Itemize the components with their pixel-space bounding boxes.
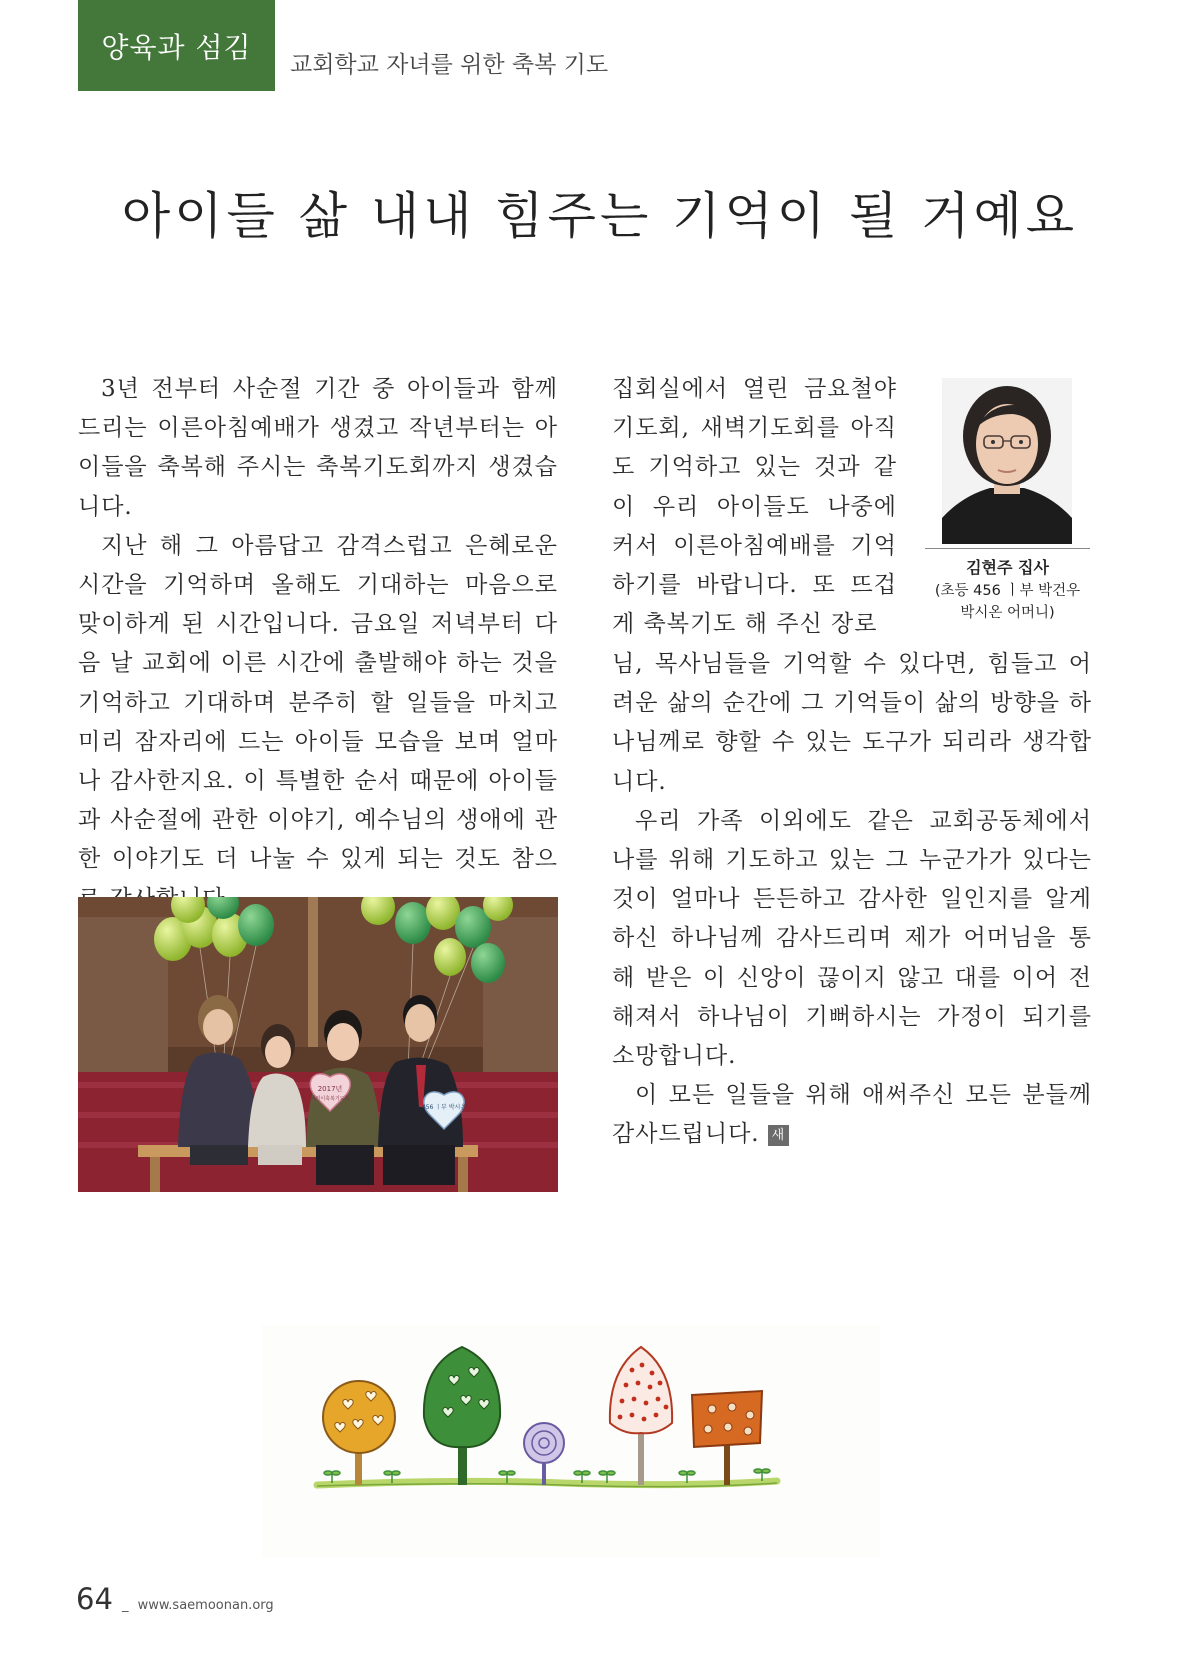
illustration-image bbox=[262, 1325, 880, 1557]
right-text-column-wide bbox=[612, 645, 1092, 1155]
left-text-column bbox=[78, 370, 558, 958]
page-footer bbox=[76, 1582, 274, 1616]
footer-separator: _ bbox=[122, 1598, 129, 1613]
article-headline: 아이들 삶 내내 힘주는 기억이 될 거예요 bbox=[121, 187, 1079, 245]
paragraph: 집회실에서 열린 금요철야 기도회, 새벽기도회를 아직도 기억하고 있는 것과 같이 우리 아이들도 나중에 커서 이른아침예배를 기억하기를 바랍니다. 또 뜨겁게 축복기도 해 주신 장로 bbox=[612, 376, 897, 638]
author-role: (초등 456 ㅣ부 박건우 bbox=[934, 583, 1081, 599]
right-text-column-narrow bbox=[612, 370, 897, 644]
tree-illustration bbox=[262, 1325, 880, 1557]
profile-divider bbox=[925, 548, 1090, 549]
family-photo bbox=[78, 897, 558, 1192]
photo-sign-text: 456 ㅣ부 박시온 bbox=[421, 1104, 467, 1111]
photo-sign-text: 어린이축복기도회 bbox=[310, 1096, 350, 1102]
end-mark-icon: 새 bbox=[768, 1125, 789, 1146]
paragraph: 님, 목사님들을 기억할 수 있다면, 힘들고 어려운 삶의 순간에 그 기억들이 삶의 방향을 하나님께로 향할 수 있는 도구가 되리라 생각합니다. bbox=[612, 651, 1092, 795]
section-subtitle: 교회학교 자녀를 위한 축복 기도 bbox=[290, 52, 609, 78]
author-name: 김현주 집사 bbox=[966, 558, 1049, 577]
paragraph: 우리 가족 이외에도 같은 교회공동체에서 나를 위해 기도하고 있는 그 누군가가 있다는 것이 얼마나 든든하고 감사한 일인지를 알게 하신 하나님께 감사드리며 제가 어머님을 통해 받은 이 신앙이 끊이지 않고 대를 이어 전해져서 하나님이 기뻐하시는 가정이 되기를 소망합니다. bbox=[612, 807, 1092, 1070]
author-portrait bbox=[942, 378, 1072, 544]
author-role-continued: 박시온 어머니) bbox=[960, 605, 1055, 621]
page-number: 64 bbox=[76, 1582, 113, 1616]
section-title: 양육과 섬김 bbox=[101, 30, 252, 64]
portrait-image bbox=[942, 378, 1072, 544]
paragraph-text: 이 모든 일들을 위해 애써주신 모든 분들께 감사드립니다. bbox=[612, 1082, 1092, 1148]
paragraph: 3년 전부터 사순절 기간 중 아이들과 함께 드리는 이른아침예배가 생겼고 작년부터는 아이들을 축복해 주시는 축복기도회까지 생겼습니다. bbox=[78, 376, 558, 520]
paragraph-final bbox=[612, 1076, 1092, 1154]
section-tab bbox=[78, 0, 275, 91]
photo-sign-text: 2017년 bbox=[317, 1085, 343, 1093]
profile-caption bbox=[910, 556, 1105, 624]
paragraph: 지난 해 그 아름답고 감격스럽고 은혜로운 시간을 기억하며 올해도 기대하는 마음으로 맞이하게 된 시간입니다. 금요일 저녁부터 다음 날 교회에 이른 시간에 출발해야 하는 것을 기억하고 기대하며 분주히 할 일들을 마치고 미리 잠자리에 드는 아이들 모습을 보며 얼마나 감사한지요. 이 특별한 순서 때문에 아이들과 사순절에 관한 이야기, 예수님의 생애에 관한 이야기도 더 나눌 수 있게 되는 것도 참으 bbox=[78, 532, 558, 873]
footer-url: www.saemoonan.org bbox=[137, 1598, 274, 1613]
photo-image bbox=[78, 897, 558, 1192]
